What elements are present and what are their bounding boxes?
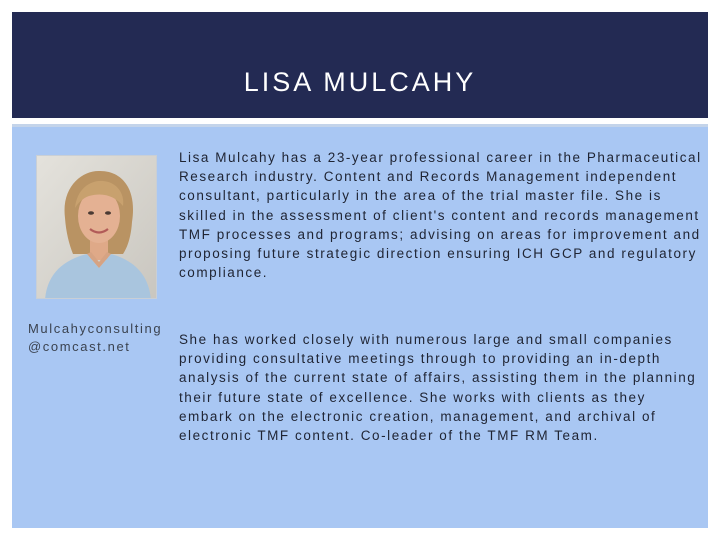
- email-line-2: @comcast.net: [28, 339, 131, 354]
- portrait-photo-icon: [37, 156, 157, 299]
- email-line-1: Mulcahyconsulting: [28, 321, 163, 336]
- bio-paragraph-1: Lisa Mulcahy has a 23-year professional career in the Pharmaceutical Research industry. Content and Records Management independent consultant, particularly in the area of the trial master file. She is skilled in the assessment of client's content and records management TMF processes and programs; advising on areas for improvement and proposing future strategic direction ensuring ICH GCP and regulatory compliance.: [179, 150, 702, 281]
- email-address[interactable]: [28, 320, 168, 356]
- bio-paragraph-2: She has worked closely with numerous large and small companies providing consultative meetings through to providing an in-depth analysis of the current state of affairs, assisting them in the planning their future state of excellence. She works with clients as they embark on the electronic creation, management, and archival of electronic TMF content. Co-leader of the TMF RM Team.: [179, 332, 697, 444]
- title-banner: [12, 12, 708, 118]
- divider: [12, 118, 708, 120]
- profile-photo: [36, 155, 157, 299]
- page-title: LISA MULCAHY: [243, 67, 477, 97]
